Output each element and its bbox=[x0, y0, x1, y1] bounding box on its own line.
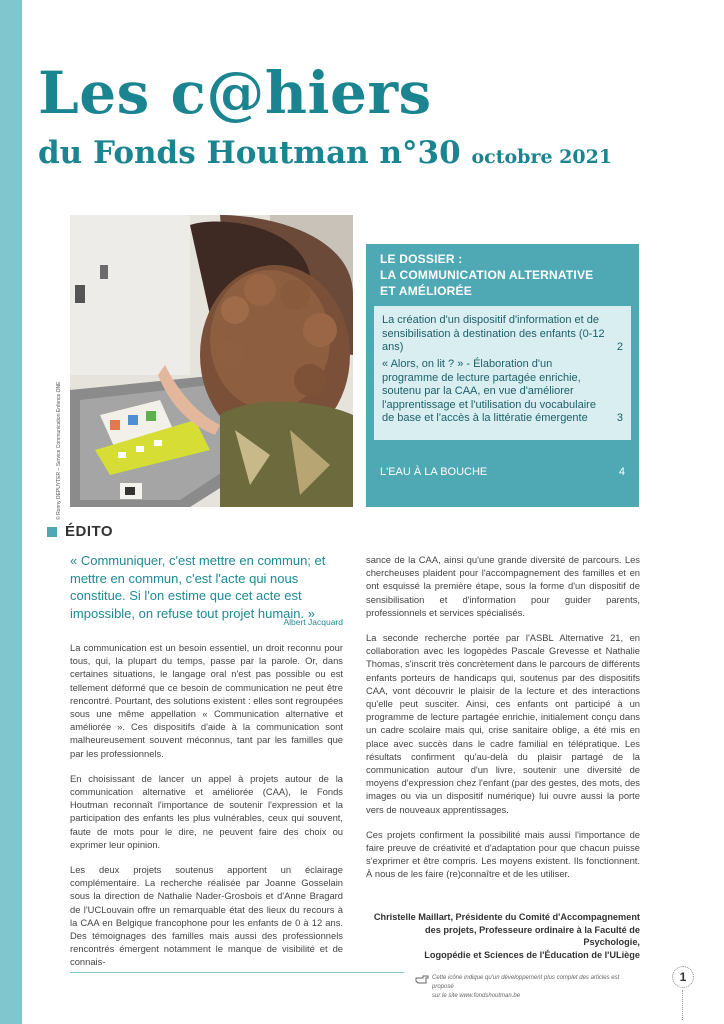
square-bullet-icon bbox=[47, 527, 57, 537]
footer-note bbox=[432, 974, 642, 1001]
paragraph: La communication est un besoin essentiel, un droit reconnu pour tous, qui, la plupart du temps, passe par la parole. Or, dans certaines situations, le langage oral n'est pas possible ou est tellement déformé que ce besoin de communication ne peut être rencontré. Pourtant, des solutions existent : elles sont regroupées sous une même appellation « Communication alternative et améliorée ». Ces dispositifs d'aide à la communication sont malheureusement souvent méconnus, tant par les familles que par les professionnels. bbox=[70, 642, 343, 759]
pointing-hand-icon bbox=[415, 972, 429, 984]
masthead-subtitle bbox=[38, 134, 612, 176]
edito-heading bbox=[47, 523, 113, 540]
paragraph: sance de la CAA, ainsi qu'une grande diversité de parcours. Les chercheuses plaident pour l'accompagnement des familles et en ont esquissé la première étape, sous la forme d'un dispositif de sensibilisation et d'information pour guider parents, professionnels et services spécialisés. bbox=[366, 554, 640, 618]
footer-note-line: Cette icône indique qu'un développement plus complet des articles est proposé bbox=[432, 975, 620, 990]
footer-note-link[interactable]: sur le site www.fondshoutman.be bbox=[432, 993, 521, 999]
paragraph: En choisissant de lancer un appel à projets autour de la communication alternative et améliorée (CAA), le Fonds Houtman reconnaît l'importance de soutenir l'expression et la participation des enfants les plus vulnérables, ceux qui souvent, faute de mots pour le dire, ne peuvent faire des choix ou exprimer leur opinion. bbox=[70, 772, 343, 850]
masthead-issue: du Fonds Houtman n°30 bbox=[38, 135, 461, 171]
page-number: 1 bbox=[672, 966, 694, 988]
masthead-title-post: hiers bbox=[264, 59, 432, 127]
toc-item-page: 4 bbox=[618, 466, 625, 478]
toc-item-text[interactable]: « Alors, on lit ? » - Élaboration d'un programme de lecture partagée enrichie, soutenu par la CAA, en vue d'améliorer l'apprentissage et l'utilisation du vocabulaire de base et l'accès à la littératie émergente bbox=[382, 358, 596, 424]
edito-column-left bbox=[70, 641, 343, 981]
dossier-title-line3: ET AMÉLIORÉE bbox=[380, 284, 472, 298]
photo-credit: © Ronny DEPUYTER – Service Communication Enfance ONE bbox=[56, 381, 62, 520]
dossier-title-line2: LA COMMUNICATION ALTERNATIVE bbox=[380, 268, 594, 282]
masthead-title bbox=[38, 59, 432, 127]
paragraph: Les deux projets soutenus apportent un éclairage complémentaire. La recherche réalisée par Joanne Gosselain sous la direction de Nathalie Nader-Grosbois et d'Anne Bragard de l'UCLouvain offre un remarquable état des lieux du recours à la CAA en Belgique francophone pour les enfants de 0 à 12 ans. Des témoignages des familles mais aussi des professionnels rencontrés émergent notamment le manque de visibilité et de connais- bbox=[70, 864, 343, 968]
dossier-toc bbox=[374, 306, 631, 440]
toc-item-page: 3 bbox=[616, 412, 623, 424]
masthead-title-pre: Les c bbox=[38, 59, 207, 127]
masthead-date: octobre 2021 bbox=[471, 146, 613, 168]
paragraph: Ces projets confirment la possibilité mais aussi l'importance de faire preuve de créativité et d'adaptation pour que chacun puisse s'exprimer et être compris. Les moyens existent. Ils fonctionnent. À nous de les faire (re)connaître et de les utiliser. bbox=[366, 828, 640, 880]
edito-signature bbox=[366, 911, 640, 961]
signature-line: des projets, Professeure ordinaire à la Faculté de Psychologie, bbox=[425, 924, 640, 947]
edito-column-right bbox=[366, 553, 640, 893]
edito-label: ÉDITO bbox=[65, 523, 114, 540]
dossier-title bbox=[380, 251, 593, 299]
footer-divider bbox=[70, 972, 404, 973]
toc-item-text[interactable]: L'EAU À LA BOUCHE bbox=[380, 466, 488, 478]
edito-quote: « Communiquer, c'est mettre en commun; et mettre en commun, c'est l'acte qui nous constitue. Si l'on estime que cet acte est impossible, on refuse tout projet humain. » bbox=[70, 553, 326, 621]
dossier-panel bbox=[366, 244, 639, 507]
toc-item-text[interactable]: La création d'un dispositif d'information et de sensibilisation à destination des enfants (0-12 ans) bbox=[382, 314, 605, 353]
signature-line: Christelle Maillart, Présidente du Comité d'Accompagnement bbox=[373, 912, 640, 922]
dossier-title-line1: LE DOSSIER : bbox=[380, 252, 463, 266]
quote-author: Albert Jacquard bbox=[283, 617, 343, 627]
page-dotted-line bbox=[682, 990, 684, 1020]
toc-item-page: 2 bbox=[616, 341, 623, 353]
left-accent-bar bbox=[0, 0, 22, 1024]
signature-line: Logopédie et Sciences de l'Éducation de l'ULiège bbox=[424, 949, 640, 960]
cover-photo bbox=[70, 215, 353, 507]
masthead-title-at: @ bbox=[206, 59, 265, 127]
paragraph: La seconde recherche portée par l'ASBL Alternative 21, en collaboration avec les logopèdes Pascale Grevesse et Nathalie Thomas, s'inscrit très concrètement dans le parcours de différents enfants porteurs de handicaps qui, soutenus par des dispositifs CAA, vont découvrir le plaisir de la lecture et des interactions qu'elle peut susciter. Ainsi, ces enfants ont participé à un programme de lecture partagée enrichie, initialement conçu dans un cadre scolaire mais qui, crise sanitaire oblige, a été mis en place avec succès dans le cadre familial en télépratique. Les résultats confirment qu'au-delà du plaisir partagé de la communication autour d'un livre, soutenir une diversité de moyens d'expression chez l'enfant (par des gestes, des mots, des images ou via un dispositif numérique) lui ouvre aussi la porte vers de nouveaux apprentissages. bbox=[366, 632, 640, 815]
